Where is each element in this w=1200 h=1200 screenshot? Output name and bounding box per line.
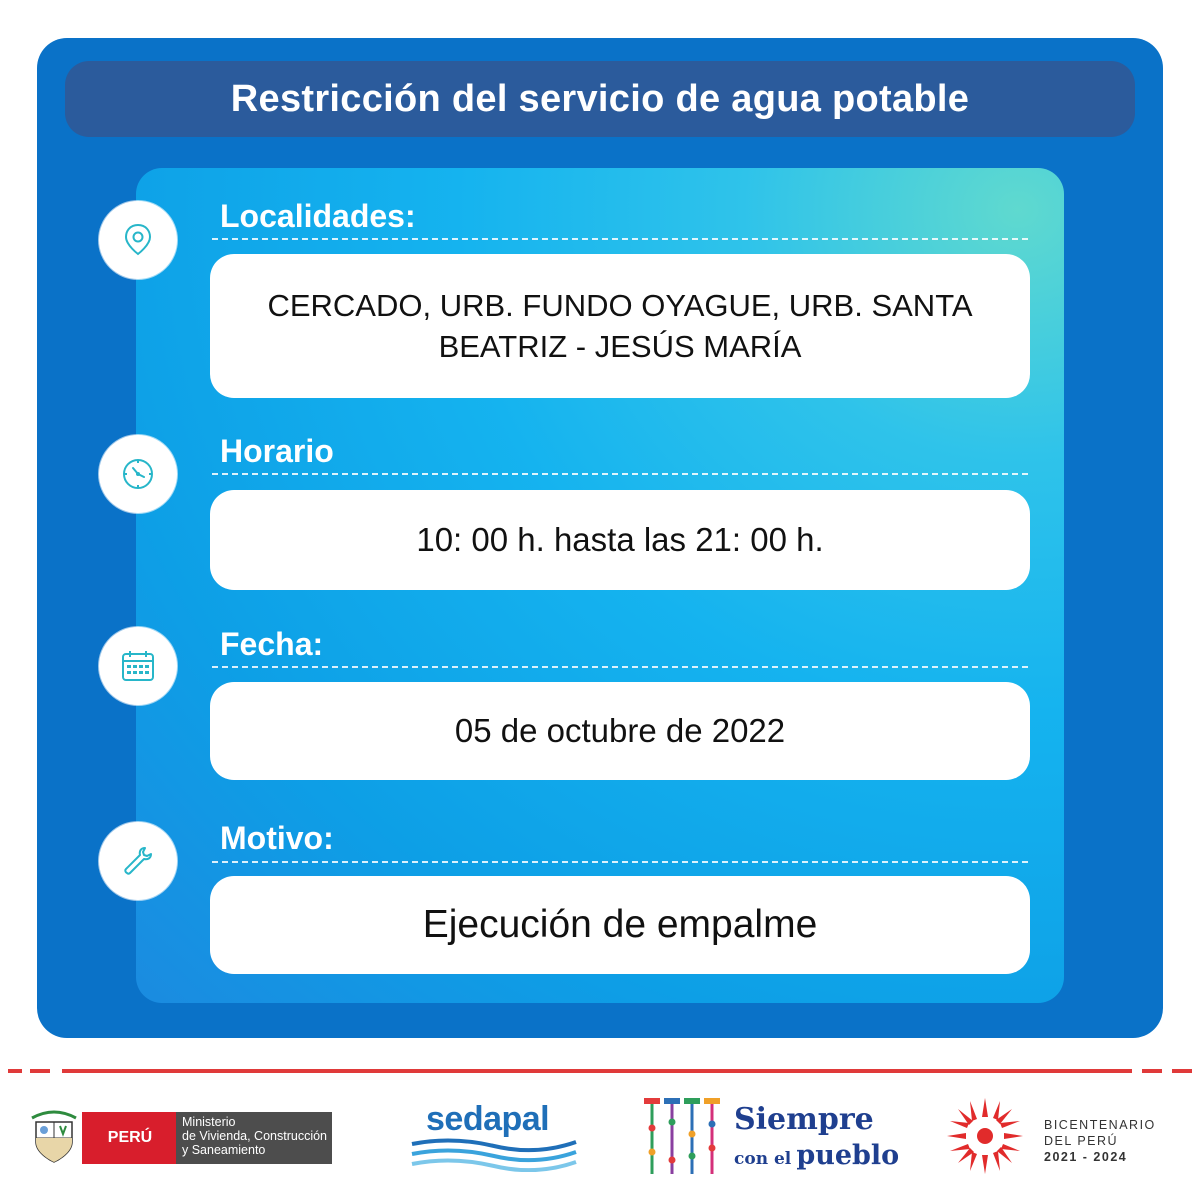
section-divider: [212, 473, 1028, 475]
ministry-logo: [30, 1108, 332, 1168]
con-el-pueblo-text: [734, 1140, 899, 1171]
pueblo-text: pueblo: [796, 1140, 900, 1171]
ministry-line-2: de Vivienda, Construcción: [182, 1129, 327, 1143]
localidades-value: [210, 254, 1030, 398]
bicentenario-line-3: 2021 - 2024: [1044, 1150, 1128, 1164]
bicentenario-line-1: BICENTENARIO: [1044, 1118, 1156, 1132]
location-icon-badge: [99, 201, 177, 279]
localidades-line-1: CERCADO, URB. FUNDO OYAGUE, URB. SANTA: [267, 288, 973, 323]
horario-value: 10: 00 h. hasta las 21: 00 h.: [210, 490, 1030, 590]
page-title: Restricción del servicio de agua potable: [230, 77, 970, 120]
peru-badge: PERÚ: [82, 1112, 178, 1164]
calendar-icon-badge: [99, 627, 177, 705]
section-label-fecha: Fecha:: [220, 626, 324, 662]
ministry-line-1: Ministerio: [182, 1115, 236, 1129]
location-pin-icon: [118, 220, 158, 260]
fecha-value: 05 de octubre de 2022: [210, 682, 1030, 780]
siempre-con-el-pueblo-logo: [642, 1094, 900, 1180]
footer-divider-dash: [30, 1069, 50, 1073]
title-bar: [65, 61, 1135, 137]
section-divider: [212, 238, 1028, 240]
section-label-localidades: Localidades:: [220, 198, 416, 234]
footer-divider-dash: [8, 1069, 22, 1073]
localidades-line-2: BEATRIZ - JESÚS MARÍA: [438, 329, 802, 364]
section-label-horario: Horario: [220, 433, 334, 469]
section-label-motivo: Motivo:: [220, 820, 334, 856]
motivo-value: Ejecución de empalme: [210, 876, 1030, 974]
bicentenario-emblem-icon: [944, 1095, 1026, 1177]
siempre-text: Siempre: [734, 1102, 874, 1137]
sedapal-logo: [408, 1100, 580, 1172]
peru-coat-of-arms-icon: [30, 1108, 78, 1166]
footer-divider-dash: [1142, 1069, 1162, 1073]
bicentenario-line-2: DEL PERÚ: [1044, 1134, 1119, 1148]
con-el-text: con el: [734, 1149, 792, 1169]
section-divider: [212, 861, 1028, 863]
ministry-name: [176, 1112, 332, 1164]
wrench-icon-badge: [99, 822, 177, 900]
sedapal-wordmark: sedapal: [426, 1100, 550, 1138]
bicentenario-text: [1044, 1117, 1156, 1165]
calendar-icon: [118, 646, 158, 686]
clock-icon-badge: [99, 435, 177, 513]
footer-divider: [62, 1069, 1132, 1073]
clock-icon: [118, 454, 158, 494]
wrench-icon: [118, 841, 158, 881]
section-divider: [212, 666, 1028, 668]
bicentenario-logo: [944, 1095, 1174, 1175]
knotted-threads-icon: [642, 1094, 726, 1180]
sedapal-waves-icon: [408, 1138, 580, 1172]
footer-divider-dash: [1172, 1069, 1192, 1073]
ministry-line-3: y Saneamiento: [182, 1143, 266, 1157]
